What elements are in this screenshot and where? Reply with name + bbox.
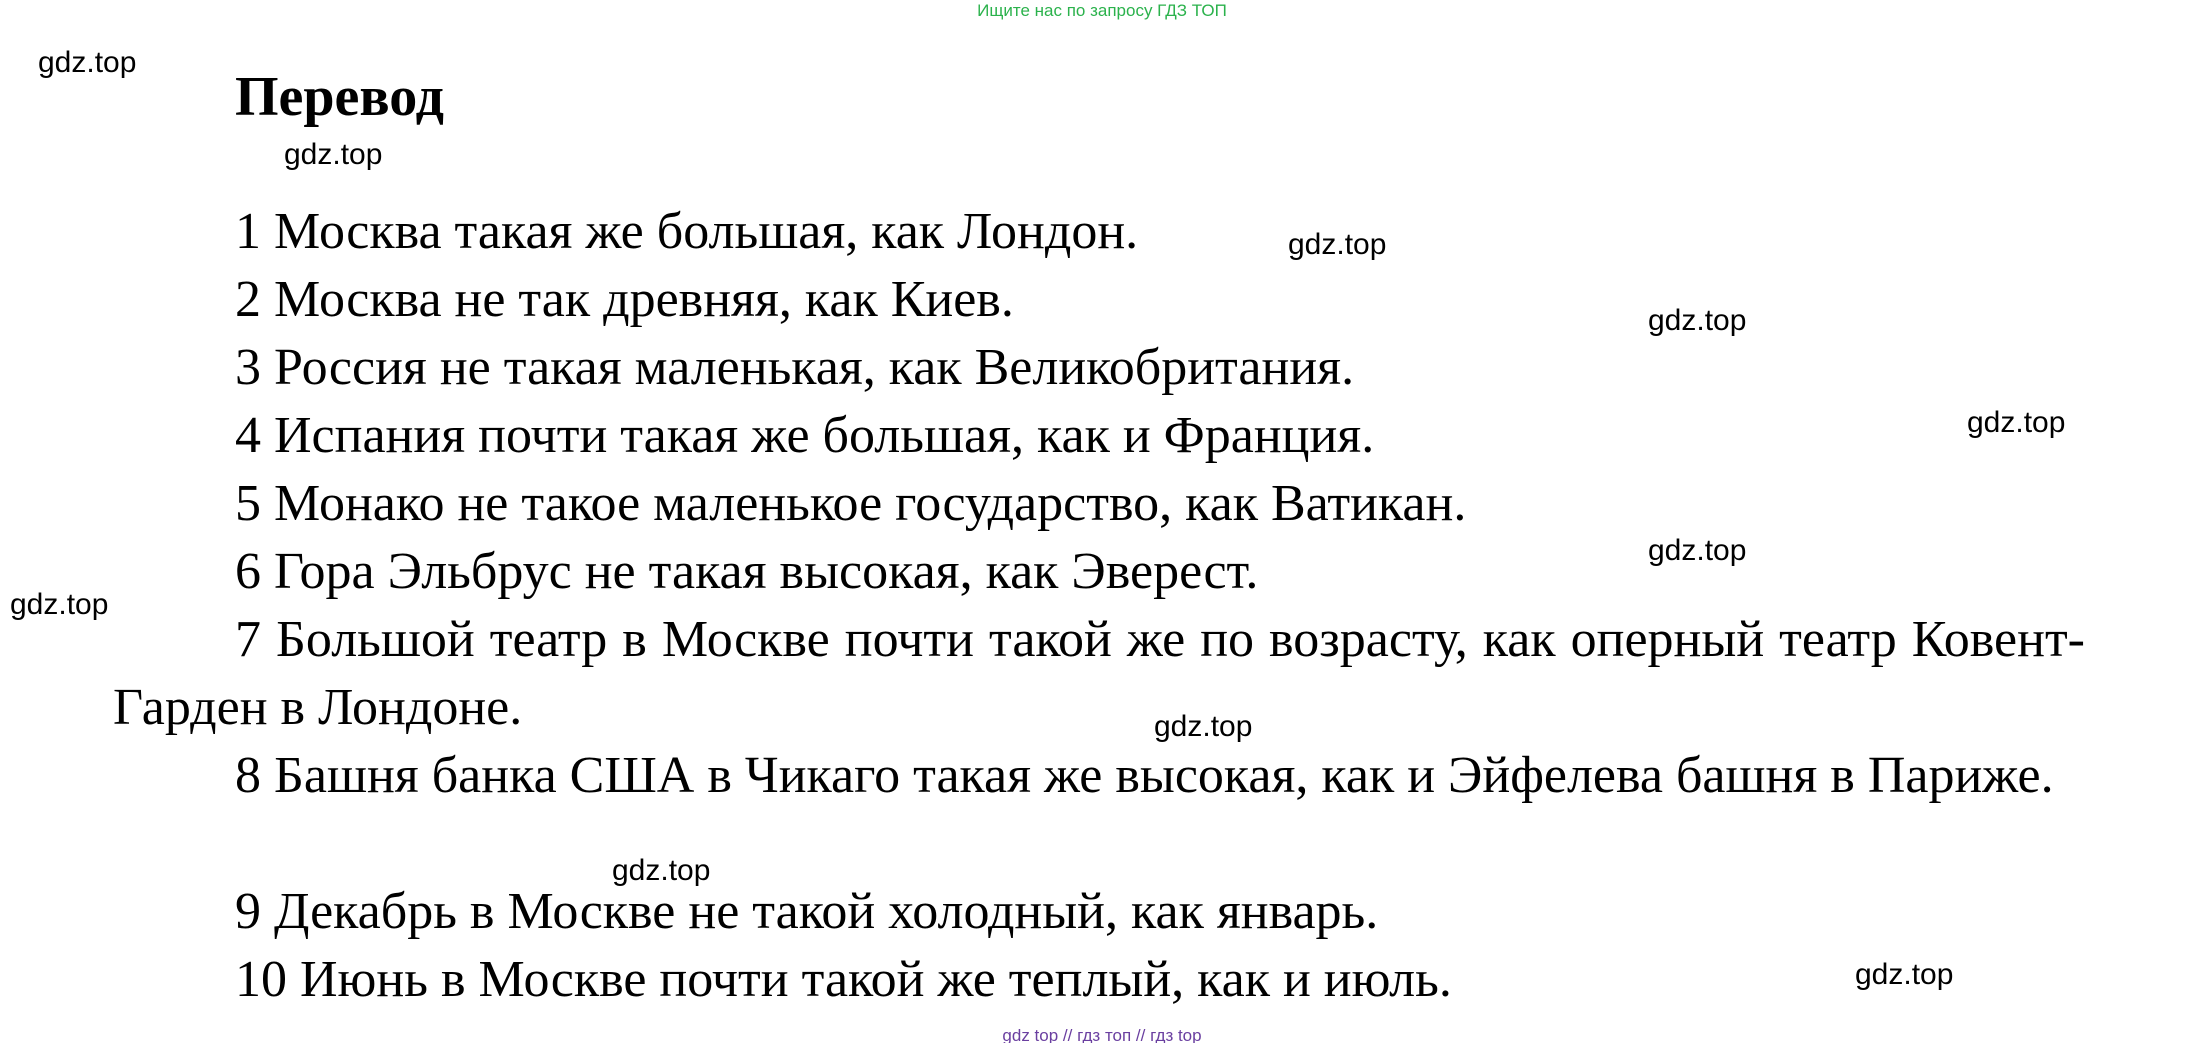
watermark: gdz.top: [1648, 534, 1747, 567]
translation-line-3: 3 Россия не такая маленькая, как Великобритания.: [235, 339, 1355, 396]
watermark: gdz.top: [1154, 710, 1253, 743]
translation-line-8: 8 Башня банка США в Чикаго такая же высокая, как и Эйфелева башня в Париже.: [235, 747, 2054, 804]
translation-line-4: 4 Испания почти такая же большая, как и Франция.: [235, 407, 1375, 464]
translation-line-1: 1 Москва такая же большая, как Лондон.: [235, 203, 1139, 260]
watermark: gdz.top: [284, 138, 383, 171]
watermark: gdz.top: [38, 46, 137, 79]
translation-line-2: 2 Москва не так древняя, как Киев.: [235, 271, 1014, 328]
watermark: gdz.top: [1648, 304, 1747, 337]
watermark: gdz.top: [1855, 958, 1954, 991]
watermark: gdz.top: [612, 854, 711, 887]
watermark: gdz.top: [1288, 228, 1387, 261]
translation-line-7: 7 Большой театр в Москве почти такой же по возрасту, как оперный театр Ковент-Гарден в Лондоне.: [113, 611, 2085, 736]
top-banner: Ищите нас по запросу ГДЗ ТОП: [977, 1, 1227, 20]
translation-line-10: 10 Июнь в Москве почти такой же теплый, как и июль.: [235, 951, 1452, 1008]
watermark: gdz.top: [1967, 406, 2066, 439]
watermark: gdz.top: [10, 588, 109, 621]
translation-line-6: 6 Гора Эльбрус не такая высокая, как Эверест.: [235, 543, 1259, 600]
page-title: Перевод: [235, 66, 444, 128]
footer-links: gdz top // гдз топ // гдз top: [1002, 1026, 1202, 1043]
translation-line-9: 9 Декабрь в Москве не такой холодный, как январь.: [235, 883, 1379, 940]
translation-line-5: 5 Монако не такое маленькое государство, как Ватикан.: [235, 475, 1467, 532]
